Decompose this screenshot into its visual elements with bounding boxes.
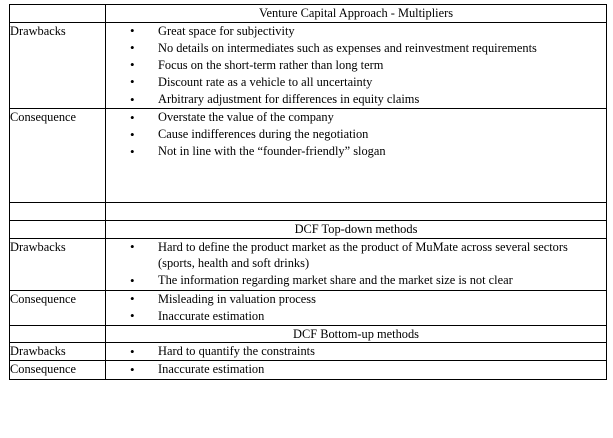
bullet-item: • Arbitrary adjustment for differences in equity claims — [106, 91, 606, 108]
bullet-list — [106, 239, 606, 289]
bullet-item: • Focus on the short-term rather than long term — [106, 57, 606, 74]
bullet-list — [106, 291, 606, 325]
table-row — [10, 238, 607, 290]
section-header-title: DCF Bottom-up methods — [106, 325, 607, 343]
section-header-row — [10, 221, 607, 239]
section-header-title: Venture Capital Approach - Multipliers — [106, 5, 607, 23]
section-header-label-spacer — [10, 5, 106, 23]
table-row — [10, 343, 607, 361]
row-label-drawbacks: Drawbacks — [10, 343, 106, 361]
bullet-item: • Inaccurate estimation — [106, 308, 606, 325]
row-content — [106, 290, 607, 325]
table-row — [10, 22, 607, 109]
bullet-item: • The information regarding market share and the market size is not clear — [106, 272, 606, 289]
table-row — [10, 361, 607, 379]
table-row — [10, 290, 607, 325]
bullet-item: • Hard to quantify the constraints — [106, 343, 606, 360]
table-row — [10, 109, 607, 203]
bullet-item: • Great space for subjectivity — [106, 23, 606, 40]
row-content — [106, 343, 607, 361]
section-header-row — [10, 5, 607, 23]
comparison-table — [9, 4, 607, 380]
bullet-list — [106, 23, 606, 108]
bullet-item: • Discount rate as a vehicle to all uncertainty — [106, 74, 606, 91]
row-label-consequence: Consequence — [10, 109, 106, 203]
row-label-drawbacks: Drawbacks — [10, 22, 106, 109]
section-header-label-spacer — [10, 221, 106, 239]
section-header-title: DCF Top-down methods — [106, 221, 607, 239]
row-content — [106, 238, 607, 290]
bullet-item: • Inaccurate estimation — [106, 361, 606, 378]
row-label-drawbacks: Drawbacks — [10, 238, 106, 290]
row-content — [106, 22, 607, 109]
row-label-consequence: Consequence — [10, 290, 106, 325]
bullet-item: • Cause indifferences during the negotiation — [106, 126, 606, 143]
bullet-item: • Misleading in valuation process — [106, 291, 606, 308]
bullet-list — [106, 109, 606, 160]
section-header-row — [10, 325, 607, 343]
bullet-item: • Hard to define the product market as the product of MuMate across several sectors (sports, health and soft drinks) — [106, 239, 606, 272]
spacer-row — [10, 203, 607, 221]
bullet-item: • No details on intermediates such as expenses and reinvestment requirements — [106, 40, 606, 57]
spacer-cell-left — [10, 203, 106, 221]
cell-filler — [106, 160, 606, 202]
table-body — [10, 5, 607, 380]
spacer-cell-right — [106, 203, 607, 221]
bullet-item: • Not in line with the “founder-friendly” slogan — [106, 143, 606, 160]
bullet-list — [106, 361, 606, 378]
row-content — [106, 109, 607, 203]
row-content — [106, 361, 607, 379]
bullet-item: • Overstate the value of the company — [106, 109, 606, 126]
document-page — [0, 4, 613, 438]
row-label-consequence: Consequence — [10, 361, 106, 379]
bullet-list — [106, 343, 606, 360]
section-header-label-spacer — [10, 325, 106, 343]
